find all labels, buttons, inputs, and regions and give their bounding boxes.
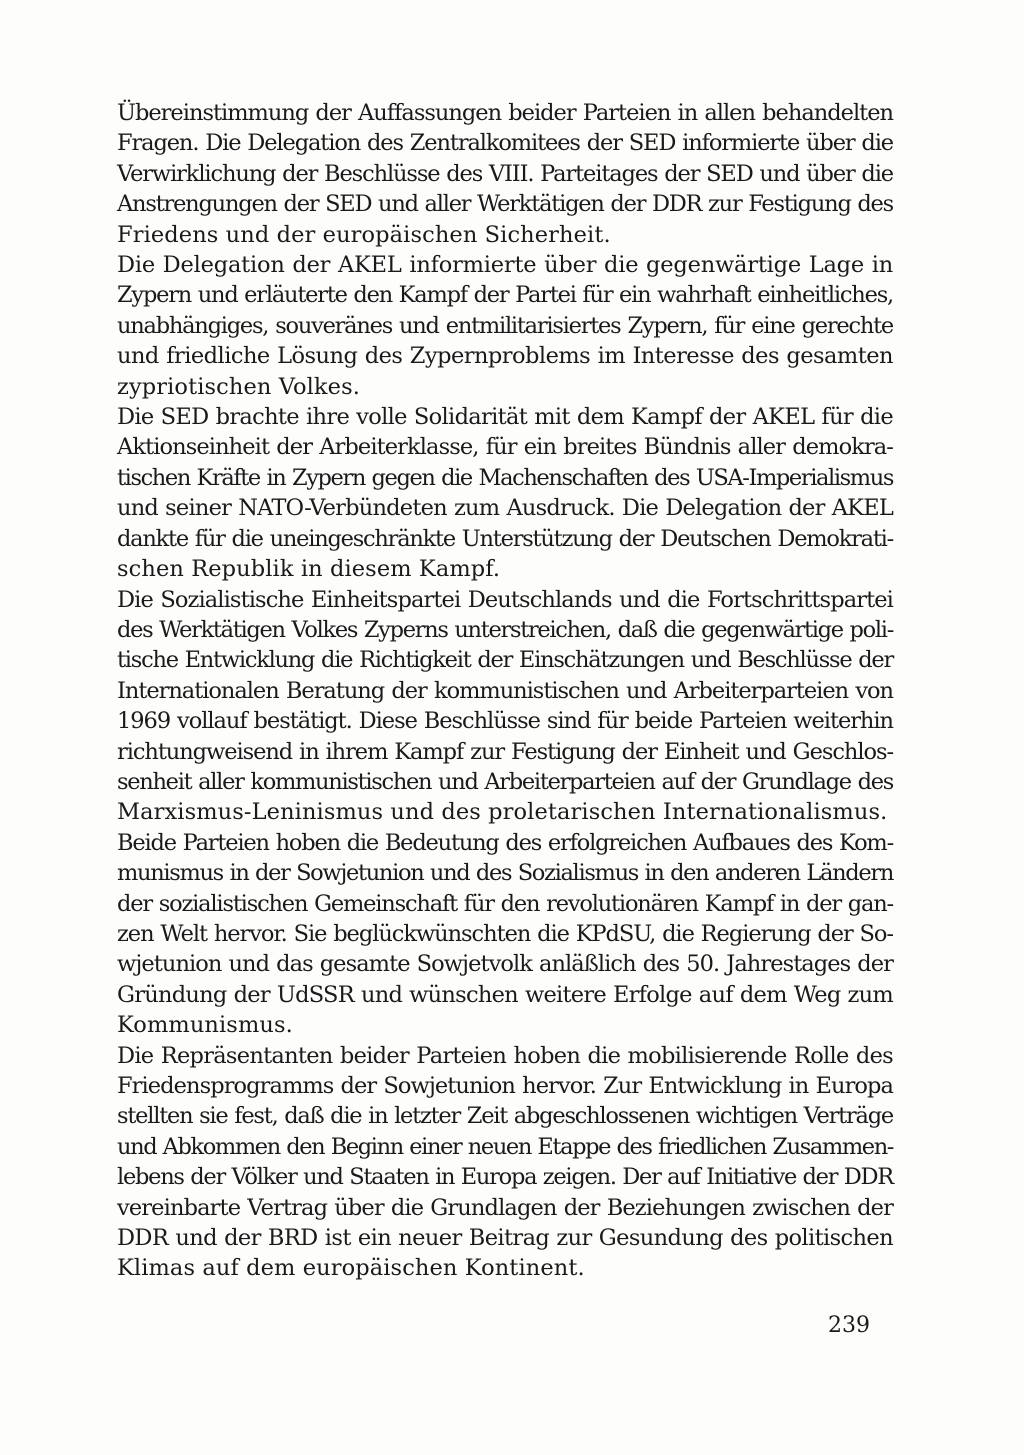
text-line: und friedliche Lösung des Zypernproblems im Interesse des gesamten — [117, 343, 893, 370]
text-line: Die Sozialistische Einheitspartei Deutschlands und die Fortschrittspartei — [117, 586, 893, 613]
text-line: Friedensprogramms der Sowjetunion hervor. Zur Entwicklung in Europa — [117, 1073, 893, 1099]
text-line: Übereinstimmung der Auffassungen beider Parteien in allen behandelten — [117, 100, 893, 126]
text-line: 1969 vollauf bestätigt. Diese Beschlüsse sind für beide Parteien weiterhin — [117, 708, 893, 735]
text-line: Verwirklichung der Beschlüsse des VIII. Parteitages der SED und über die — [117, 160, 893, 187]
text-line: stellten sie fest, daß die in letzter Zeit abgeschlossenen wichtigen Verträge — [117, 1103, 893, 1130]
text-line: Friedens und der europäischen Sicherheit. — [117, 221, 611, 248]
paragraph — [117, 98, 893, 250]
text-line: und Abkommen den Beginn einer neuen Etappe des friedlichen Zusammen- — [117, 1133, 893, 1160]
text-line: tische Entwicklung die Richtigkeit der Einschätzungen und Beschlüsse der — [117, 647, 893, 674]
text-line: DDR und der BRD ist ein neuer Beitrag zur Gesundung des politischen — [117, 1225, 893, 1252]
text-line: dankte für die uneingeschränkte Unterstützung der Deutschen Demokrati- — [117, 525, 893, 552]
text-line: Die Delegation der AKEL informierte über die gegenwärtige Lage in — [117, 252, 893, 279]
text-line: lebens der Völker und Staaten in Europa zeigen. Der auf Initiative der DDR — [117, 1164, 893, 1191]
text-line: Zypern und erläuterte den Kampf der Partei für ein wahrhaft einheitliches, — [117, 282, 893, 309]
text-line: Internationalen Beratung der kommunistischen und Arbeiterparteien von — [117, 677, 893, 704]
text-line: zypriotischen Volkes. — [117, 373, 360, 400]
paragraph — [117, 828, 893, 1041]
text-line: der sozialistischen Gemeinschaft für den revolutionären Kampf in der gan- — [117, 890, 893, 917]
text-line: schen Republik in diesem Kampf. — [117, 556, 501, 583]
text-line: Fragen. Die Delegation des Zentralkomitees der SED informierte über die — [117, 130, 893, 157]
paragraph — [117, 250, 893, 402]
text-line: senheit aller kommunistischen und Arbeiterparteien auf der Grundlage des — [117, 768, 893, 795]
text-line: Marxismus-Leninismus und des proletarischen Internationalismus. — [117, 799, 888, 826]
paragraph — [117, 402, 893, 584]
text-line: zen Welt hervor. Sie beglückwünschten die KPdSU, die Regierung der So- — [117, 920, 893, 947]
text-line: Die SED brachte ihre volle Solidarität mit dem Kampf der AKEL für die — [117, 404, 893, 431]
text-line: wjetunion und das gesamte Sowjetvolk anläßlich des 50. Jahrestages der — [117, 951, 893, 978]
text-line: Anstrengungen der SED und aller Werktätigen der DDR zur Festigung des — [117, 191, 893, 218]
text-line: munismus in der Sowjetunion und des Sozialismus in den anderen Ländern — [117, 860, 893, 887]
paragraph — [117, 585, 893, 828]
text-line: Gründung der UdSSR und wünschen weitere Erfolge auf dem Weg zum — [117, 981, 893, 1008]
text-line: unabhängiges, souveränes und entmilitarisiertes Zypern, für eine gerechte — [117, 312, 893, 339]
text-line: tischen Kräfte in Zypern gegen die Machenschaften des USA-Imperialismus — [117, 464, 893, 491]
text-line: Klimas auf dem europäischen Kontinent. — [117, 1255, 585, 1282]
text-line: Kommunismus. — [117, 1012, 293, 1039]
text-line: und seiner NATO-Verbündeten zum Ausdruck. Die Delegation der AKEL — [117, 495, 893, 522]
page-number: 239 — [828, 1313, 870, 1338]
text-line: Beide Parteien hoben die Bedeutung des erfolgreichen Aufbaues des Kom- — [117, 829, 893, 856]
body-text — [117, 98, 893, 1284]
paragraph — [117, 1041, 893, 1284]
text-line: richtungweisend in ihrem Kampf zur Festigung der Einheit und Geschlos- — [117, 738, 893, 765]
text-line: des Werktätigen Volkes Zyperns unterstreichen, daß die gegenwärtige poli- — [117, 616, 893, 643]
text-line: vereinbarte Vertrag über die Grundlagen der Beziehungen zwischen der — [117, 1194, 893, 1221]
text-line: Aktionseinheit der Arbeiterklasse, für ein breites Bündnis aller demokra- — [117, 434, 893, 461]
text-line: Die Repräsentanten beider Parteien hoben die mobilisierende Rolle des — [117, 1042, 893, 1069]
